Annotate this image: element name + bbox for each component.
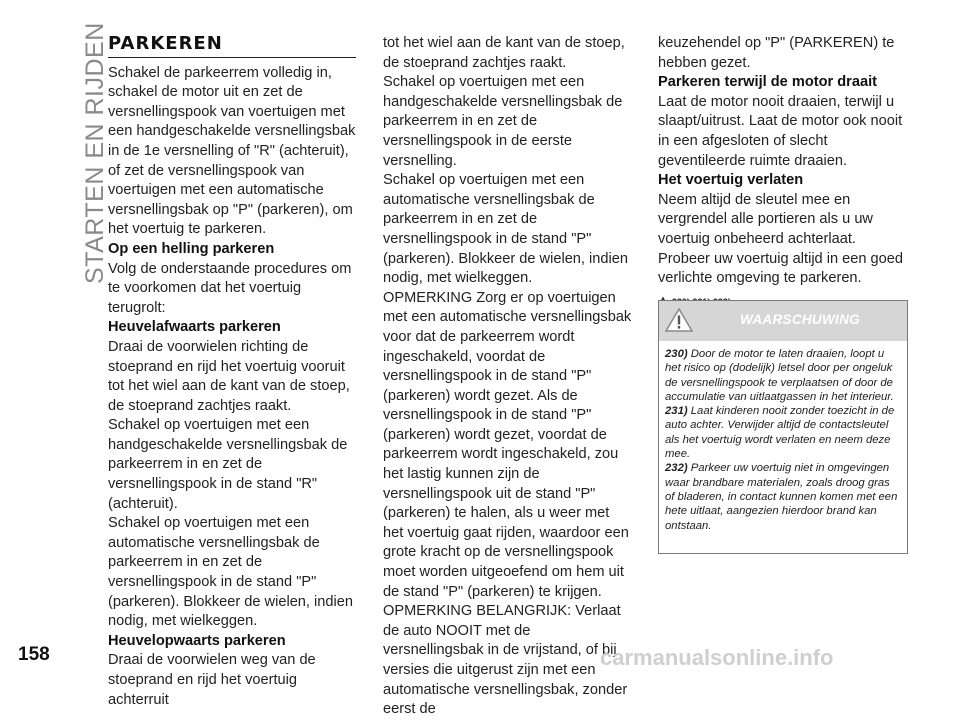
text-column-2 [383, 34, 633, 720]
warning-header [659, 301, 907, 341]
warning-item-number: 232) [665, 462, 688, 475]
subheading: Het voertuig verlaten [658, 172, 804, 189]
warning-item [665, 461, 901, 532]
paragraph: Schakel op voertuigen met een automatische versnellingsbak de parkeerrem in en zet de versnellingspook in de stand "P" (parkeren). Blokkeer de wielen, indien nodig, met wielkeggen. [108, 515, 353, 630]
paragraph: Schakel de parkeerrem volledig in, schakel de motor uit en zet de versnellingspook van voertuigen met een handgeschakelde versnellingsbak in de 1e versnelling of "R" (achteruit), of zet de versnellingspook van voertuigen met een automatische versnellingsbak op "P" (parkeren), om het voertuig te parkeren. [108, 64, 356, 238]
paragraph: Schakel op voertuigen met een handgeschakelde versnellingsbak de parkeerrem in en zet de versnellingspook in de eerste versnelling. [383, 74, 623, 169]
watermark: carmanualsonline.info [600, 645, 834, 670]
paragraph: Schakel op voertuigen met een handgeschakelde versnellingsbak de parkeerrem in en zet de versnellingspook in de stand "R" (achteruit). [108, 417, 348, 512]
subheading: Op een helling parkeren [108, 240, 275, 257]
warning-item-text: Parkeer uw voertuig niet in omgevingen waar brandbare materialen, zoals droog gras of bladeren, in contact kunnen komen met een hete uitlaat, aangezien hierdoor brand kan ontstaan. [665, 462, 898, 532]
warning-item-text: Laat kinderen nooit zonder toezicht in de auto achter. Verwijder altijd de contactsleutel als het voertuig wordt verlaten en neem deze mee. [665, 405, 895, 461]
subheading: Heuvelafwaarts parkeren [108, 319, 281, 336]
paragraph: Draai de voorwielen richting de stoeprand en rijd het voertuig vooruit tot het wiel aan de kant van de stoep, de stoeprand zachtjes raakt. [108, 338, 350, 414]
section-title: PARKEREN [108, 34, 356, 58]
paragraph: Laat de motor nooit draaien, terwijl u slaapt/uitrust. Laat de motor ook nooit in een afgesloten of slecht geventileerde ruimte draaien. [658, 93, 903, 169]
subheading: Parkeren terwijl de motor draait [658, 74, 877, 91]
warning-item-number: 230) [665, 348, 688, 360]
warning-item [665, 347, 901, 404]
note-paragraph: OPMERKING Zorg er op voertuigen met een automatische versnellingsbak voor dat de parkeerrem wordt ingeschakeld, voordat de versnellingspook in de stand "P" (parkeren) wordt gezet. Als de versnellingspook in de stand "P" (parkeren) wordt gezet, voordat de parkeerrem wordt ingeschakeld, zou het lastig kunnen zijn de versnellingspook uit de stand "P" (parkeren) te halen, als u weer met het voertuig gaat rijden, waardoor een grote kracht op de versnellingspook moet worden uitgeoefend om hem uit de stand "P" (parkeren) te krijgen. [383, 289, 632, 600]
warning-item-number: 231) [665, 405, 688, 418]
paragraph: keuzehendel op "P" (PARKEREN) te hebben gezet. [658, 35, 895, 71]
chapter-side-title [43, 22, 109, 284]
paragraph: Volg de onderstaande procedures om te voorkomen dat het voertuig terugrolt: [108, 260, 352, 316]
paragraph: tot het wiel aan de kant van de stoep, de stoeprand zachtjes raakt. [383, 35, 625, 71]
page-number: 158 [18, 644, 50, 665]
warning-body [659, 341, 907, 533]
warning-box [658, 300, 908, 554]
warning-item-text: Door de motor te laten draaien, loopt u het risico op (dodelijk) letsel door per ongeluk de versnellingspook te verplaatsen of door de accumulatie van uitlaatgassen in het interieur. [665, 348, 894, 403]
text-column-1 [108, 34, 356, 710]
paragraph: Schakel op voertuigen met een automatische versnellingsbak de parkeerrem in en zet de versnellingspook in de stand "P" (parkeren). Blokkeer de wielen, indien nodig, met wielkeggen. [383, 172, 628, 287]
subheading: Heuvelopwaarts parkeren [108, 632, 286, 649]
paragraph: Draai de voorwielen weg van de stoeprand en rijd het voertuig achterruit [108, 652, 316, 708]
paragraph: Neem altijd de sleutel mee en vergrendel alle portieren als u uw voertuig onbeheerd achterlaat. Probeer uw voertuig altijd in een goed verlichte omgeving te parkeren. [658, 191, 904, 287]
warning-item [665, 404, 901, 461]
note-paragraph: OPMERKING BELANGRIJK: Verlaat de auto NOOIT met de versnellingsbak in de vrijstand, of bij versies die uitgerust zijn met een automatische versnellingsbak, zonder eerst de [383, 603, 628, 718]
warning-title: WAARSCHUWING [740, 312, 860, 327]
text-column-3 [658, 34, 908, 312]
chapter-title-text: STARTEN EN RIJDEN [81, 22, 109, 284]
